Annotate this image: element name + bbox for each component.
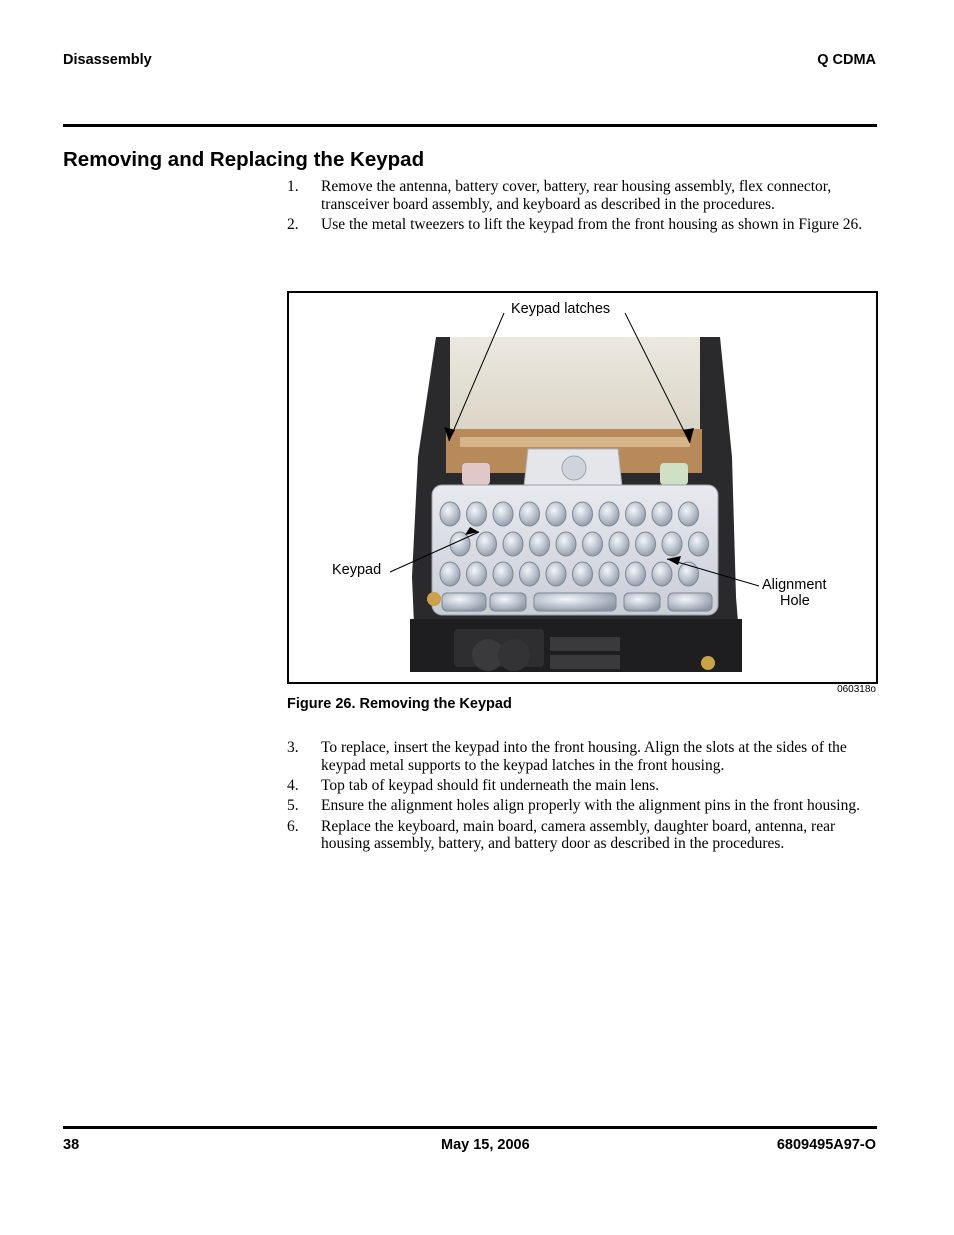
callout-alignment: Alignment [762, 577, 827, 593]
steps-list-before [287, 178, 877, 236]
figure-id: 060318o [837, 684, 876, 695]
step-text: Remove the antenna, battery cover, battery, rear housing assembly, flex connector, transceiver board assembly, and keyboard as described in the procedures. [321, 178, 832, 213]
running-header-section: Disassembly [63, 52, 152, 68]
callout-leaders [289, 293, 876, 682]
step-text: Ensure the alignment holes align properly with the alignment pins in the front housing. [321, 797, 860, 815]
figure-frame [287, 291, 878, 684]
footer-date: May 15, 2006 [441, 1137, 530, 1153]
step-text: Use the metal tweezers to lift the keypad from the front housing as shown in Figure 26. [321, 216, 863, 234]
step-text: Replace the keyboard, main board, camera assembly, daughter board, antenna, rear housing assembly, battery, and battery door as described in the procedures. [321, 817, 836, 853]
header-rule [63, 124, 877, 127]
list-item [287, 777, 877, 795]
step-number: 3. [287, 739, 299, 756]
step-number: 2. [287, 216, 299, 234]
steps-list-after [287, 739, 877, 856]
step-text: To replace, insert the keypad into the front housing. Align the slots at the sides of the keypad metal supports to the keypad latches in the front housing. [321, 739, 847, 774]
callout-keypad-latches: Keypad latches [511, 301, 611, 317]
step-text: Top tab of keypad should fit underneath the main lens. [321, 777, 660, 795]
page-title: Removing and Replacing the Keypad [63, 148, 425, 171]
running-header-product: Q CDMA [817, 52, 876, 68]
list-item [287, 797, 877, 815]
step-number: 5. [287, 797, 299, 815]
figure-caption: Figure 26. Removing the Keypad [287, 696, 512, 712]
callout-keypad: Keypad [332, 562, 382, 578]
list-item [287, 216, 877, 234]
list-item [287, 178, 877, 214]
step-number: 6. [287, 817, 299, 835]
step-number: 1. [287, 178, 299, 195]
footer-rule [63, 1126, 877, 1129]
callout-hole: Hole [780, 593, 810, 609]
list-item [287, 818, 877, 854]
list-item [287, 739, 877, 775]
step-number: 4. [287, 777, 299, 795]
footer-page-number: 38 [63, 1137, 80, 1153]
footer-doc-number: 6809495A97-O [776, 1137, 876, 1153]
